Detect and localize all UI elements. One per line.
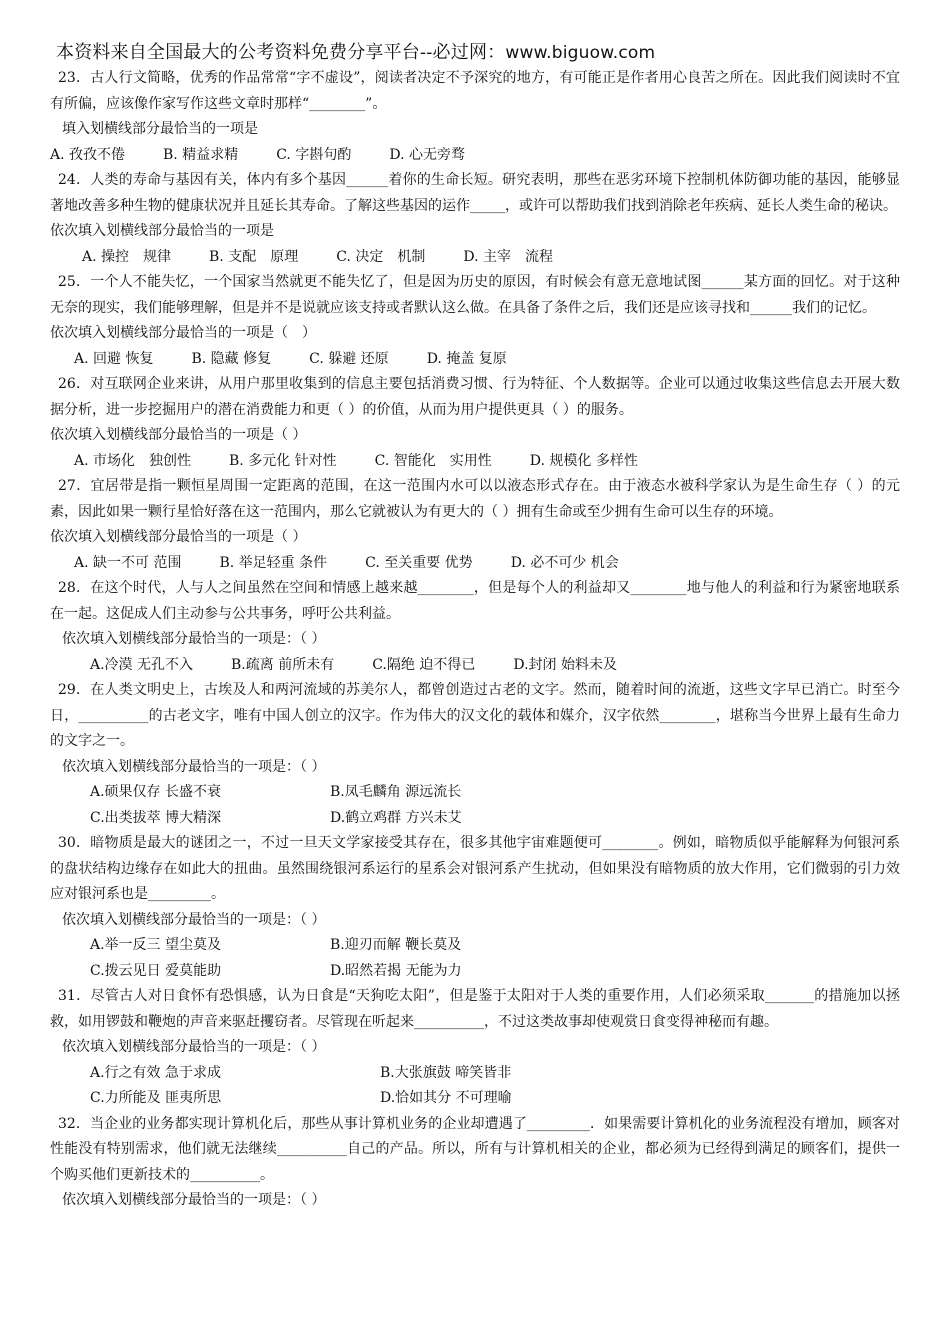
question-26-options (50, 449, 900, 475)
question-27-options (50, 551, 900, 577)
question-28-text: 28．在这个时代，人与人之间虽然在空间和情感上越来越________，但是每个人的利益却又________地与他人的利益和行为紧密地联系在一起。这促成人们主动参与公共事务，呼吁公共利益。 (50, 580, 900, 622)
option-b: B.大张旗鼓 啼笑皆非 (380, 1064, 512, 1081)
option-d: D. 心无旁骛 (389, 146, 465, 163)
option-d: D.封闭 始料未及 (513, 656, 617, 673)
question-26-text: 26．对互联网企业来讲，从用户那里收集到的信息主要包括消费习惯、行为特征、个人数据等。企业可以通过收集这些信息去开展大数据分析，进一步挖掘用户的潜在消费能力和更（ ）的价值，从而为用户提供更具（ ）的服务。 (50, 376, 900, 418)
question-25-text: 25．一个人不能失忆，一个国家当然就更不能失忆了，但是因为历史的原因，有时候会有意无意地试图______某方面的回忆。对于这种无奈的现实，我们能够理解，但是并不是说就应该支持或者默认这么做。在具备了条件之后，我们还是应该寻找和______我们的记忆。 (50, 274, 900, 316)
question-31-options (50, 1061, 900, 1112)
option-c: C. 决定 机制 (336, 248, 426, 265)
question-29-text: 29．在人类文明史上，古埃及人和两河流域的苏美尔人，都曾创造过古老的文字。然而，随着时间的流逝，这些文字早已消亡。时至今日，__________的古老文字，唯有中国人创立的汉字。作为伟大的汉文化的载体和媒介，汉字依然________，堪称当今世界上最有生命力的文字之一。 (50, 682, 900, 749)
option-a: A.举一反三 望尘莫及 (90, 937, 222, 953)
question-25-prompt: 依次填入划横线部分最恰当的一项是（ ） (50, 325, 316, 341)
option-a: A.冷漠 无孔不入 (90, 656, 194, 673)
option-d: D. 必不可少 机会 (510, 554, 619, 571)
question-32-prompt: 依次填入划横线部分最恰当的一项是：（ ） (62, 1192, 326, 1208)
question-list (50, 66, 900, 1214)
question-24-options (50, 245, 900, 271)
option-c: C. 智能化 实用性 (374, 452, 492, 469)
option-b: B. 支配 原理 (209, 248, 299, 265)
question-31-prompt: 依次填入划横线部分最恰当的一项是：（ ） (62, 1039, 326, 1055)
option-a: A.行之有效 急于求成 (90, 1064, 222, 1081)
question-30-options (50, 933, 900, 984)
option-b: B.凤毛麟角 源远流长 (330, 784, 462, 800)
option-d: D. 规模化 多样性 (529, 452, 638, 469)
option-c: C.出类拔萃 博大精深 (90, 809, 222, 826)
option-c: C. 字斟句酌 (276, 146, 352, 163)
option-d: D. 掩盖 复原 (426, 350, 507, 367)
question-27-text: 27．宜居带是指一颗恒星周围一定距离的范围，在这一范围内水可以以液态形式存在。由于液态水被科学家认为是生命生存（ ）的元素，因此如果一颗行星恰好落在这一范围内，那么它就被认为有更大的（ ）拥有生命或至少拥有生命可以生存的环境。 (50, 478, 900, 520)
option-b: B. 多元化 针对性 (229, 452, 337, 469)
option-d: D.恰如其分 不可理喻 (380, 1090, 512, 1106)
option-a: A. 市场化 独创性 (74, 452, 192, 469)
question-26-prompt: 依次填入划横线部分最恰当的一项是（ ） (50, 427, 307, 443)
question-28-prompt: 依次填入划横线部分最恰当的一项是：（ ） (62, 631, 326, 647)
question-25-options (50, 347, 900, 373)
question-29-prompt: 依次填入划横线部分最恰当的一项是：（ ） (62, 758, 326, 775)
option-a: A. 孜孜不倦 (50, 146, 126, 163)
question-27-prompt: 依次填入划横线部分最恰当的一项是（ ） (50, 529, 307, 545)
option-c: C. 躲避 还原 (309, 350, 389, 367)
option-c: C. 至关重要 优势 (365, 554, 473, 571)
option-b: B. 精益求精 (163, 146, 239, 163)
question-29-options (50, 780, 900, 831)
option-d: D. 主宰 流程 (463, 248, 553, 265)
question-23-prompt: 填入划横线部分最恰当的一项是 (62, 121, 258, 137)
question-24-prompt: 依次填入划横线部分最恰当的一项是 (50, 223, 274, 239)
question-31-text: 31．尽管古人对日食怀有恐惧感，认为日食是“天狗吃太阳”，但是鉴于太阳对于人类的重要作用，人们必须采取_______的措施加以拯救，如用锣鼓和鞭炮的声音来驱赶攫窃者。尽管现在听起来__________，不过这类故事却使观赏日食变得神秘而有趣。 (50, 988, 900, 1030)
source-header (56, 38, 655, 64)
question-32-text: 32．当企业的业务都实现计算机化后，那些从事计算机业务的企业却遭遇了_________．如果需要计算机化的业务流程没有增加，顾客对性能没有特别需求，他们就无法继续__________自己的产品。所以，所有与计算机相关的企业，都必须为已经得到满足的顾客们，提供一个购买他们更新技术的__________。 (50, 1115, 900, 1183)
header-url[interactable]: www.biguow.com (505, 43, 656, 63)
option-b: B. 隐藏 修复 (191, 350, 272, 367)
option-c: C.隔绝 迫不得已 (372, 656, 476, 673)
question-23-text: 23．古人行文简略，优秀的作品常常“字不虚设”，阅读者决定不予深究的地方，有可能正是作者用心良苦之所在。因此我们阅读时不宜有所偏，应该像作家写作这些文章时那样“________”。 (50, 70, 900, 112)
option-c: C.拨云见日 爱莫能助 (90, 962, 222, 979)
option-a: A. 缺一不可 范围 (74, 554, 182, 571)
option-b: B.迎刃而解 鞭长莫及 (330, 937, 462, 953)
option-a: A.硕果仅存 长盛不衰 (90, 784, 222, 800)
option-d: D.昭然若揭 无能为力 (330, 962, 462, 979)
question-23-options (50, 143, 900, 169)
option-b: B. 举足轻重 条件 (219, 554, 328, 571)
option-b: B.疏离 前所未有 (231, 656, 335, 673)
option-c: C.力所能及 匪夷所思 (90, 1090, 222, 1106)
header-text: 本资料来自全国最大的公考资料免费分享平台--必过网： (56, 42, 506, 63)
question-28-options (50, 653, 900, 679)
question-30-text: 30．暗物质是最大的谜团之一，不过一旦天文学家接受其存在，很多其他宇宙难题便可________。例如，暗物质似乎能解释为何银河系的盘状结构边缘存在如此大的扭曲。虽然围绕银河系运行的星系会对银河系产生扰动，但如果没有暗物质的放大作用，它们微弱的引力效应对银河系也是_________。 (50, 835, 900, 902)
question-30-prompt: 依次填入划横线部分最恰当的一项是：（ ） (62, 911, 326, 928)
option-d: D.鹤立鸡群 方兴未艾 (330, 809, 462, 826)
option-a: A. 回避 恢复 (74, 350, 154, 367)
option-a: A. 操控 规律 (82, 248, 172, 265)
question-24-text: 24．人类的寿命与基因有关，体内有多个基因______着你的生命长短。研究表明，那些在恶劣环境下控制机体防御功能的基因，能够显著地改善多种生物的健康状况并且延长其寿命。了解这些基因的运作_____，或许可以帮助我们找到消除老年疾病、延长人类生命的秘诀。 (50, 172, 900, 214)
